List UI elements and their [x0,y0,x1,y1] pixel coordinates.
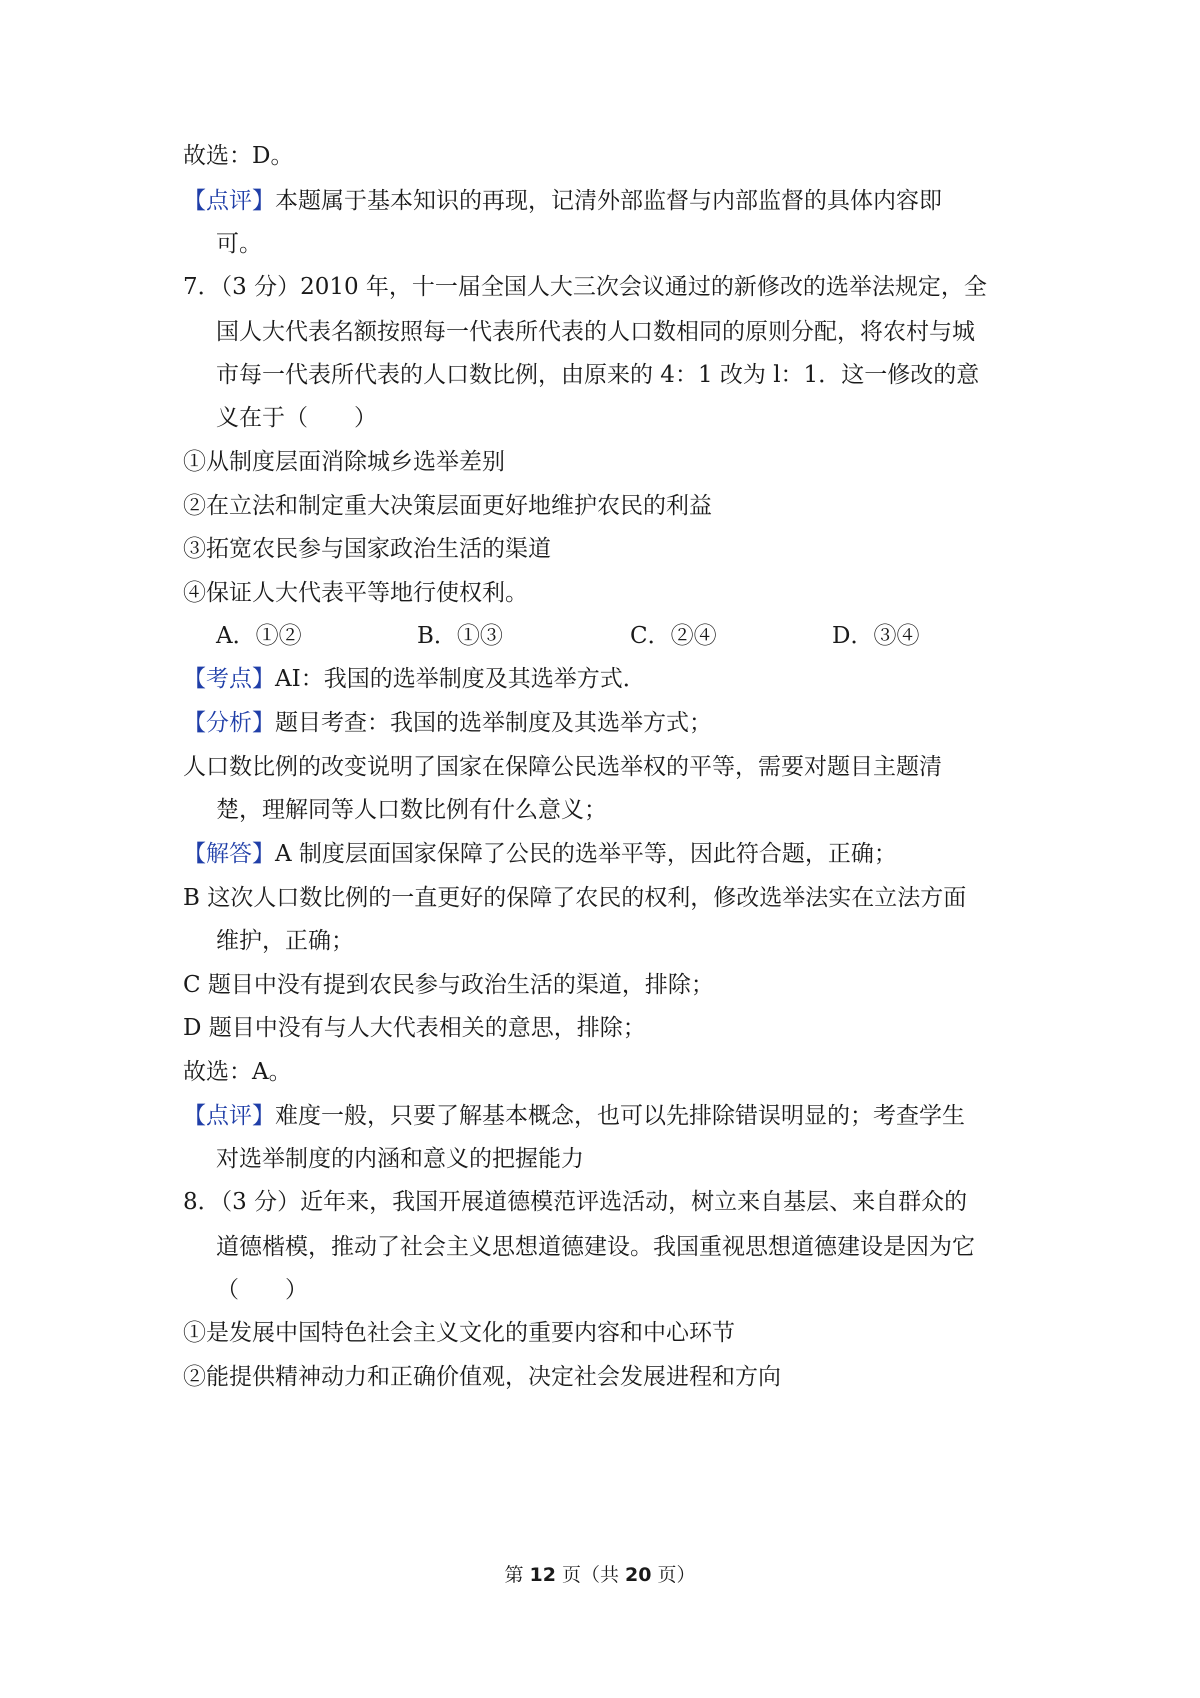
total-page-number: 20 [625,1564,652,1586]
answer-line [183,1057,292,1087]
question-7-stem [216,403,377,433]
analysis-tag: 【分析】 [183,710,275,736]
point-line [183,664,646,694]
footer-text: 第 [504,1564,530,1586]
text: ②能提供精神动力和正确价值观，决定社会发展进程和方向 [183,1364,781,1390]
comment-continuation [216,229,262,259]
question-7-stem [183,272,987,302]
option-b: B．①③ [417,623,503,649]
option-a: A．①② [216,623,302,649]
text: ①从制度层面消除城乡选举差别 [183,449,505,475]
point-tag: 【考点】 [183,666,275,692]
text: B 这次人口数比例的一直更好的保障了农民的权利，修改选举法实在立法方面 [183,885,967,911]
analysis-text [183,752,942,782]
text: 义在于（ ） [216,405,377,431]
option-d: D．③④ [832,623,920,649]
text: 题目考查：我国的选举制度及其选举方式； [275,710,712,736]
analysis-line [183,708,712,738]
question-8-stem [183,1187,967,1217]
statement-3 [183,534,551,564]
text: ①是发展中国特色社会主义文化的重要内容和中心环节 [183,1320,735,1346]
text: （ ） [216,1277,308,1303]
answer-line [183,141,293,171]
comment-tag: 【点评】 [183,1103,275,1129]
statement-1 [183,447,505,477]
statement-1 [183,1318,735,1348]
statement-4 [183,578,528,608]
text: 国人大代表名额按照每一代表所代表的人口数相同的原则分配，将农村与城 [216,319,975,345]
text: 故选：D。 [183,143,294,169]
text: 楚，理解同等人口数比例有什么意义； [216,797,607,823]
question-8-stem [216,1275,308,1305]
footer-text: 页（共 [555,1564,626,1586]
answer-tag: 【解答】 [183,841,275,867]
comment-continuation [216,1144,584,1174]
text: ③拓宽农民参与国家政治生活的渠道 [183,536,551,562]
text: ④保证人大代表平等地行使权利。 [183,580,528,606]
statement-2 [183,1362,781,1392]
footer-text: 页） [651,1564,696,1586]
answer-explanation [183,1013,646,1043]
text: 对选举制度的内涵和意义的把握能力 [216,1146,584,1172]
analysis-text [216,795,607,825]
text: 8．（3 分）近年来，我国开展道德模范评选活动，树立来自基层、来自群众的 [183,1189,968,1215]
text: 难度一般，只要了解基本概念，也可以先排除错误明显的；考查学生 [275,1103,965,1129]
text: ②在立法和制定重大决策层面更好地维护农民的利益 [183,493,712,519]
text: D 题目中没有与人大代表相关的意思，排除； [183,1015,646,1041]
text: 本题属于基本知识的再现，记清外部监督与内部监督的具体内容即 [275,188,942,214]
question-8-stem [216,1232,975,1262]
current-page-number: 12 [529,1564,556,1586]
text: AI：我国的选举制度及其选举方式． [275,666,646,692]
question-7-stem [216,317,975,347]
comment-line [183,186,942,216]
text: A 制度层面国家保障了公民的选举平等，因此符合题，正确； [275,841,897,867]
page-footer [0,1563,1200,1587]
text: 可。 [216,231,262,257]
comment-tag: 【点评】 [183,188,275,214]
answer-explanation [216,926,354,956]
text: 维护，正确； [216,928,354,954]
text: 人口数比例的改变说明了国家在保障公民选举权的平等，需要对题目主题清 [183,754,942,780]
answer-explanation [183,839,897,869]
option-c: C．②④ [630,623,717,649]
statement-2 [183,491,712,521]
text: 道德楷模，推动了社会主义思想道德建设。我国重视思想道德建设是因为它 [216,1234,975,1260]
text: 市每一代表所代表的人口数比例，由原来的 4：1 改为 l：1．这一修改的意 [216,362,980,388]
text: C 题目中没有提到农民参与政治生活的渠道，排除； [183,972,714,998]
question-7-stem [216,360,979,390]
comment-line [183,1101,965,1131]
text: 故选：A。 [183,1059,292,1085]
text: 7．（3 分）2010 年，十一届全国人大三次会议通过的新修改的选举法规定，全 [183,274,987,300]
answer-explanation [183,970,714,1000]
answer-explanation [183,883,966,913]
